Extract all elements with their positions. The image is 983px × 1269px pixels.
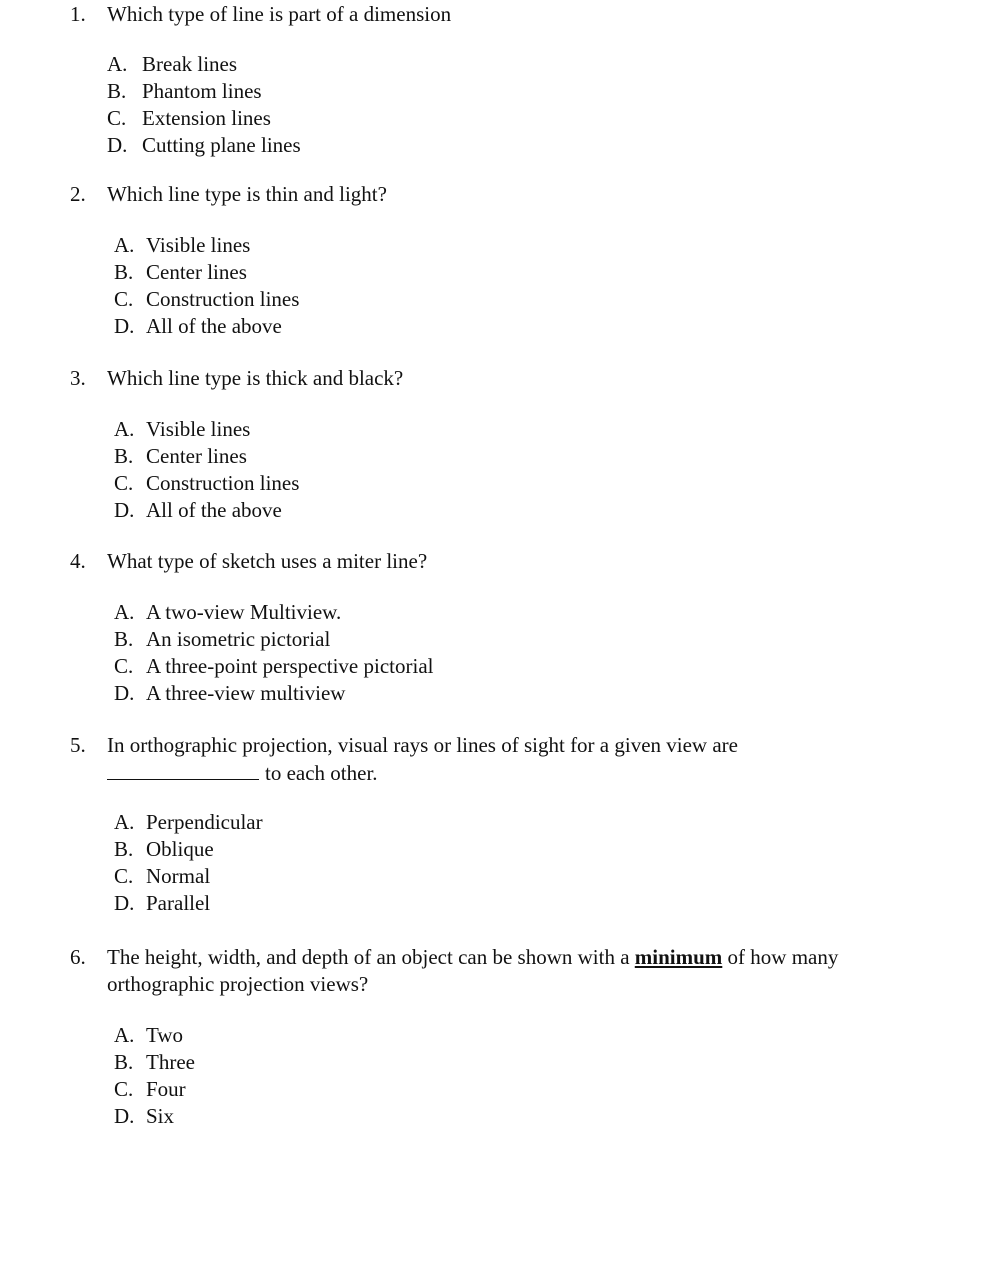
option-text: Construction lines [146,287,300,311]
option-text: Perpendicular [146,810,263,834]
option-text: Two [146,1023,184,1047]
option-letter: D. [114,314,135,338]
option-letter: D. [107,133,128,157]
option-letter: B. [114,444,134,468]
question-number: 4. [70,549,86,573]
option-letter: B. [107,79,127,103]
option-letter: B. [114,837,134,861]
option-letter: D. [114,891,135,915]
question-text-line-2 [107,759,937,787]
option-letter: A. [114,1023,135,1047]
question-text: What type of sketch uses a miter line? [107,549,428,573]
option-letter: D. [114,498,135,522]
option-letter: C. [114,471,134,495]
option-text: All of the above [146,314,282,338]
question-text-after-blank: to each other. [265,761,378,785]
question-text: Which line type is thin and light? [107,182,387,206]
question-text: Which type of line is part of a dimension [107,2,452,26]
option-letter: B. [114,260,134,284]
option-letter: B. [114,627,134,651]
option-letter: C. [114,287,134,311]
question-text-line-1: In orthographic projection, visual rays or lines of sight for a given view are [107,733,738,757]
question-number: 2. [70,182,86,206]
option-letter: A. [114,417,135,441]
option-text: Cutting plane lines [142,133,301,157]
option-text: Parallel [146,891,211,915]
option-text: Four [146,1077,186,1101]
option-letter: C. [114,864,134,888]
option-text: Visible lines [146,233,251,257]
option-letter: D. [114,681,135,705]
option-letter: D. [114,1104,135,1128]
question-text [107,944,937,998]
option-text: Phantom lines [142,79,262,103]
question-number: 1. [70,2,86,26]
option-letter: C. [107,106,127,130]
option-text: Break lines [142,52,238,76]
option-text: Oblique [146,837,214,861]
option-letter: B. [114,1050,134,1074]
question-text-before: The height, width, and depth of an object can be shown with a [107,945,635,969]
question-text: Which line type is thick and black? [107,366,404,390]
option-text: Center lines [146,260,247,284]
option-letter: C. [114,654,134,678]
option-letter: A. [114,810,135,834]
question-text [107,732,937,787]
option-text: Center lines [146,444,247,468]
option-text: Extension lines [142,106,271,130]
question-number: 5. [70,733,86,757]
option-letter: A. [114,600,135,624]
question-number: 6. [70,945,86,969]
option-text: An isometric pictorial [146,627,331,651]
option-text: A three-view multiview [146,681,346,705]
fill-in-blank [107,759,259,780]
option-text: Visible lines [146,417,251,441]
option-letter: C. [114,1077,134,1101]
question-text-after: of how many orthographic projection views? [107,945,839,996]
option-text: Normal [146,864,211,888]
option-text: Three [146,1050,195,1074]
option-letter: A. [114,233,135,257]
option-text: Construction lines [146,471,300,495]
option-text: A three-point perspective pictorial [146,654,434,678]
option-text: A two-view Multiview. [146,600,342,624]
question-number: 3. [70,366,86,390]
emphasized-word: minimum [634,945,723,969]
option-text: All of the above [146,498,282,522]
option-text: Six [146,1104,175,1128]
option-letter: A. [107,52,128,76]
